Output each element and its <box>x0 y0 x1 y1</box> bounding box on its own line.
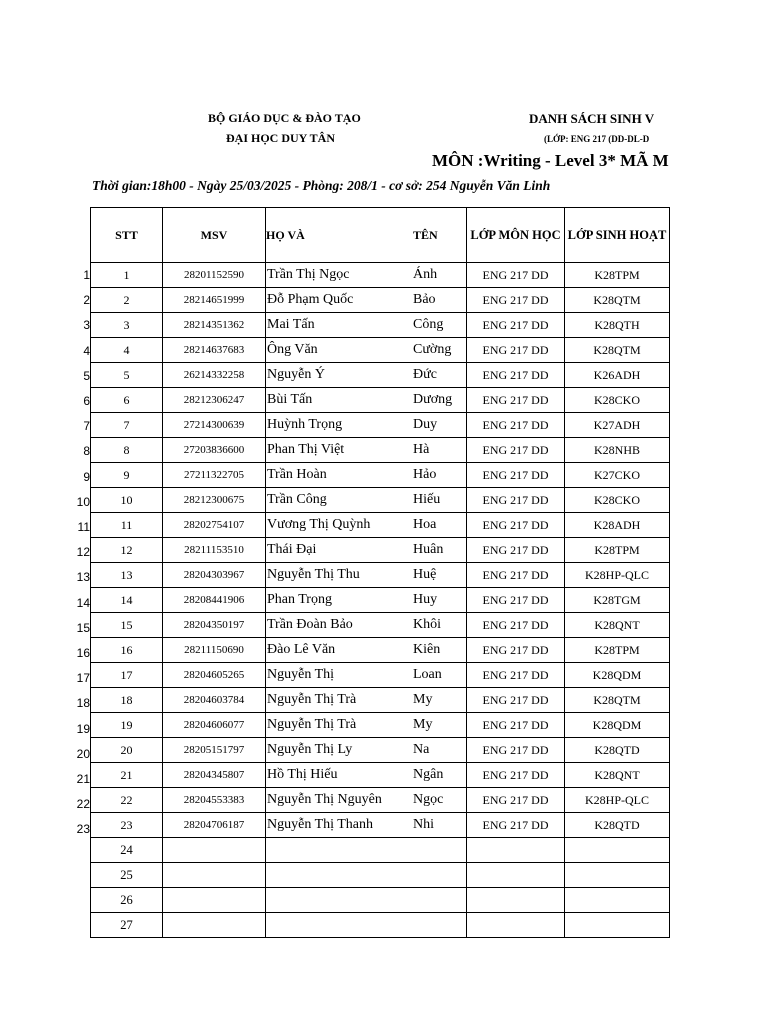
header-lop-mon-hoc: LỚP MÔN HỌC <box>467 208 565 263</box>
cell-lop-sinh-hoat <box>565 888 670 913</box>
cell-msv: 27214300639 <box>163 413 266 438</box>
cell-msv: 26214332258 <box>163 363 266 388</box>
table-row <box>91 513 670 538</box>
cell-ho: Mai Tấn <box>266 313 408 338</box>
cell-ho <box>266 863 408 888</box>
row-number: 22 <box>76 797 90 812</box>
table-row <box>91 763 670 788</box>
table-row <box>91 538 670 563</box>
cell-lop-sinh-hoat: K28TPM <box>565 638 670 663</box>
row-number: 4 <box>83 343 90 358</box>
cell-lop-mon-hoc: ENG 217 DD <box>467 638 565 663</box>
table-row <box>91 588 670 613</box>
cell-msv <box>163 838 266 863</box>
table-row <box>91 813 670 838</box>
ministry-name: BỘ GIÁO DỤC & ĐÀO TẠO <box>208 111 361 125</box>
cell-ho: Nguyễn Thị Thu <box>266 563 408 588</box>
cell-lop-sinh-hoat <box>565 838 670 863</box>
cell-msv <box>163 863 266 888</box>
cell-lop-mon-hoc <box>467 838 565 863</box>
cell-stt: 17 <box>91 663 163 688</box>
cell-lop-mon-hoc: ENG 217 DD <box>467 563 565 588</box>
cell-ten: Ngọc <box>407 788 467 813</box>
cell-ho: Nguyễn Thị Trà <box>266 688 408 713</box>
cell-ho: Nguyễn Thị Trà <box>266 713 408 738</box>
table-header-row <box>91 208 670 263</box>
table-row <box>91 338 670 363</box>
row-number: 15 <box>76 620 90 635</box>
cell-ten: Khôi <box>407 613 467 638</box>
cell-lop-mon-hoc: ENG 217 DD <box>467 463 565 488</box>
cell-lop-sinh-hoat: K28HP-QLC <box>565 788 670 813</box>
table-row <box>91 563 670 588</box>
row-number: 23 <box>76 822 90 837</box>
cell-ho <box>266 888 408 913</box>
cell-lop-mon-hoc: ENG 217 DD <box>467 738 565 763</box>
cell-lop-sinh-hoat: K28QTM <box>565 688 670 713</box>
cell-ten: Công <box>407 313 467 338</box>
cell-ten: Hà <box>407 438 467 463</box>
cell-lop-sinh-hoat <box>565 863 670 888</box>
empty-table-row <box>91 863 670 888</box>
list-title: DANH SÁCH SINH V <box>529 111 655 126</box>
cell-ho: Ông Văn <box>266 338 408 363</box>
cell-lop-sinh-hoat: K28QTM <box>565 288 670 313</box>
cell-lop-mon-hoc: ENG 217 DD <box>467 588 565 613</box>
cell-lop-mon-hoc <box>467 913 565 938</box>
cell-lop-mon-hoc <box>467 888 565 913</box>
cell-msv: 28204603784 <box>163 688 266 713</box>
cell-ten: Hoa <box>407 513 467 538</box>
cell-ten: Huân <box>407 538 467 563</box>
cell-stt: 6 <box>91 388 163 413</box>
cell-stt: 5 <box>91 363 163 388</box>
cell-lop-mon-hoc: ENG 217 DD <box>467 488 565 513</box>
cell-ten: Bảo <box>407 288 467 313</box>
cell-ho <box>266 838 408 863</box>
cell-msv: 28212300675 <box>163 488 266 513</box>
cell-ten: Huy <box>407 588 467 613</box>
cell-msv <box>163 888 266 913</box>
row-number: 20 <box>76 746 90 761</box>
cell-lop-mon-hoc: ENG 217 DD <box>467 763 565 788</box>
cell-msv: 28214651999 <box>163 288 266 313</box>
cell-lop-sinh-hoat: K28QNT <box>565 763 670 788</box>
header-lop-sinh-hoat: LỚP SINH HOẠT <box>565 208 670 263</box>
cell-stt: 12 <box>91 538 163 563</box>
cell-ho: Bùi Tấn <box>266 388 408 413</box>
cell-lop-mon-hoc: ENG 217 DD <box>467 338 565 363</box>
cell-ho: Nguyễn Thị Thanh <box>266 813 408 838</box>
row-number: 13 <box>76 570 90 585</box>
cell-lop-mon-hoc: ENG 217 DD <box>467 613 565 638</box>
table-row <box>91 313 670 338</box>
cell-stt: 8 <box>91 438 163 463</box>
cell-lop-mon-hoc <box>467 863 565 888</box>
row-number: 19 <box>76 721 90 736</box>
cell-ho: Trần Thị Ngọc <box>266 263 408 288</box>
cell-ho: Nguyễn Thị Nguyên <box>266 788 408 813</box>
student-roster-table <box>90 207 670 938</box>
row-number: 10 <box>76 494 90 509</box>
cell-ho: Thái Đại <box>266 538 408 563</box>
row-number: 11 <box>77 520 90 534</box>
cell-ten: Hảo <box>407 463 467 488</box>
cell-stt: 11 <box>91 513 163 538</box>
table-row <box>91 738 670 763</box>
cell-lop-mon-hoc: ENG 217 DD <box>467 313 565 338</box>
cell-ten: Kiên <box>407 638 467 663</box>
cell-stt: 19 <box>91 713 163 738</box>
table-row <box>91 388 670 413</box>
cell-lop-sinh-hoat: K28HP-QLC <box>565 563 670 588</box>
cell-msv: 28204303967 <box>163 563 266 588</box>
cell-lop-mon-hoc: ENG 217 DD <box>467 513 565 538</box>
cell-lop-sinh-hoat: K28ADH <box>565 513 670 538</box>
cell-lop-mon-hoc: ENG 217 DD <box>467 688 565 713</box>
cell-msv: 28202754107 <box>163 513 266 538</box>
cell-ten: Ánh <box>407 263 467 288</box>
cell-stt: 13 <box>91 563 163 588</box>
cell-stt: 7 <box>91 413 163 438</box>
empty-table-row <box>91 838 670 863</box>
cell-stt: 2 <box>91 288 163 313</box>
cell-lop-mon-hoc: ENG 217 DD <box>467 788 565 813</box>
row-number: 9 <box>83 469 90 484</box>
cell-lop-sinh-hoat: K28CKO <box>565 488 670 513</box>
cell-msv: 28212306247 <box>163 388 266 413</box>
cell-msv: 28211150690 <box>163 638 266 663</box>
cell-ten: Na <box>407 738 467 763</box>
cell-msv: 28211153510 <box>163 538 266 563</box>
cell-ho: Đỗ Phạm Quốc <box>266 288 408 313</box>
cell-lop-sinh-hoat: K28TPM <box>565 263 670 288</box>
cell-ho: Nguyễn Ý <box>266 363 408 388</box>
cell-lop-mon-hoc: ENG 217 DD <box>467 538 565 563</box>
subject-title: MÔN :Writing - Level 3* MÃ M <box>432 151 669 170</box>
cell-ho: Nguyễn Thị <box>266 663 408 688</box>
row-number: 21 <box>76 772 90 786</box>
table-row <box>91 688 670 713</box>
header-ho: HỌ VÀ <box>266 208 408 263</box>
cell-lop-sinh-hoat: K28QTD <box>565 738 670 763</box>
exam-info: Thời gian:18h00 - Ngày 25/03/2025 - Phòng: 208/1 - cơ sở: 254 Nguyễn Văn Linh <box>92 178 551 193</box>
cell-ten: Duy <box>407 413 467 438</box>
cell-msv: 28204606077 <box>163 713 266 738</box>
cell-ten: Nhi <box>407 813 467 838</box>
cell-lop-mon-hoc: ENG 217 DD <box>467 288 565 313</box>
table-row <box>91 613 670 638</box>
cell-msv: 28214637683 <box>163 338 266 363</box>
cell-lop-sinh-hoat: K28TPM <box>565 538 670 563</box>
cell-ten: Dương <box>407 388 467 413</box>
cell-lop-mon-hoc: ENG 217 DD <box>467 438 565 463</box>
table-row <box>91 438 670 463</box>
cell-stt: 9 <box>91 463 163 488</box>
header-stt: STT <box>91 208 163 263</box>
cell-msv: 28204345807 <box>163 763 266 788</box>
row-number: 16 <box>76 646 90 660</box>
cell-msv: 28204706187 <box>163 813 266 838</box>
header-ten: TÊN <box>407 208 467 263</box>
cell-ten: Đức <box>407 363 467 388</box>
header-msv: MSV <box>163 208 266 263</box>
cell-lop-mon-hoc: ENG 217 DD <box>467 813 565 838</box>
table-row <box>91 288 670 313</box>
cell-lop-sinh-hoat: K26ADH <box>565 363 670 388</box>
cell-ho: Hồ Thị Hiếu <box>266 763 408 788</box>
cell-stt: 20 <box>91 738 163 763</box>
cell-stt: 24 <box>91 838 163 863</box>
cell-msv: 27211322705 <box>163 463 266 488</box>
cell-msv: 28201152590 <box>163 263 266 288</box>
cell-ho: Nguyễn Thị Ly <box>266 738 408 763</box>
cell-ho <box>266 913 408 938</box>
table-row <box>91 788 670 813</box>
row-number: 12 <box>76 545 90 560</box>
cell-ten: Loan <box>407 663 467 688</box>
cell-msv: 28204350197 <box>163 613 266 638</box>
cell-lop-sinh-hoat: K28QDM <box>565 713 670 738</box>
table-row <box>91 488 670 513</box>
university-name: ĐẠI HỌC DUY TÂN <box>226 131 336 145</box>
cell-msv: 28205151797 <box>163 738 266 763</box>
row-number: 7 <box>83 419 90 434</box>
cell-ten: My <box>407 713 467 738</box>
row-number: 8 <box>83 444 90 459</box>
cell-msv <box>163 913 266 938</box>
cell-ho: Trần Hoàn <box>266 463 408 488</box>
table-row <box>91 363 670 388</box>
cell-msv: 28204605265 <box>163 663 266 688</box>
cell-ho: Đào Lê Văn <box>266 638 408 663</box>
cell-stt: 22 <box>91 788 163 813</box>
row-number: 5 <box>83 368 90 383</box>
cell-stt: 26 <box>91 888 163 913</box>
cell-stt: 10 <box>91 488 163 513</box>
cell-lop-sinh-hoat: K27CKO <box>565 463 670 488</box>
row-number: 14 <box>76 595 90 610</box>
cell-lop-sinh-hoat: K28QTM <box>565 338 670 363</box>
cell-stt: 25 <box>91 863 163 888</box>
cell-ten <box>407 913 467 938</box>
empty-table-row <box>91 888 670 913</box>
cell-lop-sinh-hoat <box>565 913 670 938</box>
table-row <box>91 413 670 438</box>
empty-table-row <box>91 913 670 938</box>
cell-lop-mon-hoc: ENG 217 DD <box>467 388 565 413</box>
cell-stt: 3 <box>91 313 163 338</box>
cell-msv: 28208441906 <box>163 588 266 613</box>
cell-stt: 4 <box>91 338 163 363</box>
row-number: 1 <box>83 268 90 282</box>
table-row <box>91 713 670 738</box>
row-number: 3 <box>83 318 90 333</box>
cell-lop-sinh-hoat: K28TGM <box>565 588 670 613</box>
cell-msv: 27203836600 <box>163 438 266 463</box>
class-info: (LỚP: ENG 217 (DD-DL-D <box>544 134 650 144</box>
cell-lop-sinh-hoat: K28QDM <box>565 663 670 688</box>
cell-ten: My <box>407 688 467 713</box>
cell-ten <box>407 838 467 863</box>
cell-lop-sinh-hoat: K28QNT <box>565 613 670 638</box>
cell-ho: Vương Thị Quỳnh <box>266 513 408 538</box>
cell-lop-sinh-hoat: K27ADH <box>565 413 670 438</box>
table-row <box>91 638 670 663</box>
cell-lop-mon-hoc: ENG 217 DD <box>467 363 565 388</box>
cell-ten: Ngân <box>407 763 467 788</box>
cell-stt: 16 <box>91 638 163 663</box>
cell-ten: Cường <box>407 338 467 363</box>
cell-lop-mon-hoc: ENG 217 DD <box>467 263 565 288</box>
row-number: 17 <box>76 671 90 686</box>
cell-lop-mon-hoc: ENG 217 DD <box>467 713 565 738</box>
cell-ho: Phan Trọng <box>266 588 408 613</box>
cell-stt: 1 <box>91 263 163 288</box>
cell-ho: Phan Thị Việt <box>266 438 408 463</box>
row-number: 2 <box>83 293 90 308</box>
cell-ho: Huỳnh Trọng <box>266 413 408 438</box>
row-number: 18 <box>76 696 90 711</box>
cell-stt: 27 <box>91 913 163 938</box>
cell-ten <box>407 863 467 888</box>
cell-msv: 28214351362 <box>163 313 266 338</box>
cell-stt: 14 <box>91 588 163 613</box>
cell-ten <box>407 888 467 913</box>
cell-lop-sinh-hoat: K28QTD <box>565 813 670 838</box>
cell-stt: 21 <box>91 763 163 788</box>
cell-lop-mon-hoc: ENG 217 DD <box>467 663 565 688</box>
cell-stt: 15 <box>91 613 163 638</box>
cell-stt: 18 <box>91 688 163 713</box>
cell-msv: 28204553383 <box>163 788 266 813</box>
cell-ten: Huệ <box>407 563 467 588</box>
cell-stt: 23 <box>91 813 163 838</box>
cell-lop-sinh-hoat: K28QTH <box>565 313 670 338</box>
table-row <box>91 463 670 488</box>
cell-ho: Trần Đoàn Bảo <box>266 613 408 638</box>
table-row <box>91 263 670 288</box>
cell-ten: Hiếu <box>407 488 467 513</box>
cell-lop-mon-hoc: ENG 217 DD <box>467 413 565 438</box>
cell-lop-sinh-hoat: K28CKO <box>565 388 670 413</box>
cell-lop-sinh-hoat: K28NHB <box>565 438 670 463</box>
cell-ho: Trần Công <box>266 488 408 513</box>
row-number: 6 <box>83 394 90 408</box>
table-row <box>91 663 670 688</box>
